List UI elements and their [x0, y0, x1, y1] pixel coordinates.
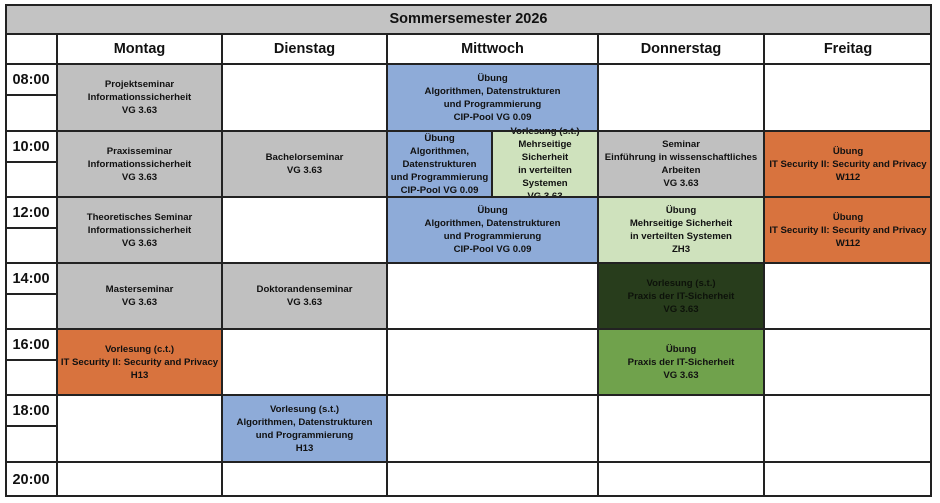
- event-subtitle: Informationssicherheit: [87, 158, 192, 170]
- event-room: VG 3.63: [663, 178, 699, 189]
- day-header-dienstag: Dienstag: [273, 41, 336, 57]
- event-subtitle: Algorithmen,: [409, 145, 470, 157]
- event-title: Übung: [665, 205, 697, 216]
- time-label-1200: 12:00: [12, 204, 50, 221]
- event-do-seminar-einfuehrung[interactable]: [598, 131, 764, 197]
- day-header-donnerstag: Donnerstag: [640, 41, 722, 57]
- event-subtitle: Mehrseitige Sicherheit: [518, 139, 572, 163]
- event-mi-uebung-algorithmen-12[interactable]: [387, 197, 598, 263]
- event-subtitle: IT Security II: Security and Privacy: [769, 158, 927, 170]
- event-subtitle: in verteilten Systemen: [630, 231, 732, 242]
- event-title: Doktorandenseminar: [256, 284, 353, 295]
- event-room: VG 3.63: [121, 237, 158, 249]
- event-fr-uebung-it-security-10[interactable]: [764, 131, 932, 197]
- event-title: Masterseminar: [105, 284, 174, 295]
- event-subtitle: Informationssicherheit: [87, 224, 192, 236]
- event-title: Vorlesung (s.t.): [510, 126, 580, 137]
- event-subtitle: Datenstrukturen: [402, 158, 477, 170]
- event-title: Projektseminar: [104, 79, 175, 90]
- time-label-2000: 20:00: [12, 471, 50, 488]
- event-title: Vorlesung (s.t.): [646, 277, 716, 289]
- event-title: Übung: [477, 205, 508, 216]
- event-title: Übung: [832, 145, 864, 157]
- event-room: VG 3.63: [121, 171, 158, 183]
- event-mo-praxisseminar[interactable]: [57, 131, 222, 197]
- event-do-uebung-praxis[interactable]: [598, 329, 764, 395]
- event-room: VG 3.63: [286, 165, 323, 176]
- event-title: Vorlesung (s.t.): [269, 403, 340, 415]
- event-room: W112: [835, 237, 861, 249]
- schedule-table: [5, 4, 932, 497]
- event-room: ZH3: [671, 244, 691, 255]
- event-subtitle: Praxis der IT-Sicherheit: [627, 290, 735, 302]
- event-subtitle: und Programmierung: [443, 231, 542, 242]
- event-mo-theoretisches-seminar[interactable]: [57, 197, 222, 263]
- event-subtitle: Praxis der IT-Sicherheit: [627, 356, 735, 368]
- event-room: H13: [130, 369, 149, 381]
- event-mi-vorlesung-mehrseitige[interactable]: [492, 126, 598, 197]
- event-fr-uebung-it-security-12[interactable]: [764, 197, 932, 263]
- day-header-montag: Montag: [113, 41, 166, 57]
- event-mo-projektseminar[interactable]: [57, 64, 222, 131]
- event-room: VG 3.63: [663, 303, 699, 315]
- event-subtitle: Algorithmen, Datenstrukturen: [236, 416, 373, 428]
- event-mi-uebung-algorithmen-10[interactable]: [387, 131, 492, 197]
- event-subtitle: und Programmierung: [390, 171, 489, 183]
- event-room: CIP-Pool VG 0.09: [453, 111, 532, 123]
- event-do-vorlesung-praxis[interactable]: [598, 263, 764, 329]
- event-room: VG 3.63: [663, 369, 699, 381]
- event-subtitle: und Programmierung: [443, 98, 542, 110]
- event-title: Seminar: [662, 139, 700, 150]
- event-do-uebung-mehrseitige[interactable]: [598, 197, 764, 263]
- event-title: Übung: [665, 343, 697, 355]
- event-subtitle: IT Security II: Security and Privacy: [60, 356, 219, 368]
- event-room: VG 3.63: [286, 297, 323, 308]
- event-title: Theoretisches Seminar: [86, 211, 193, 223]
- event-di-bachelorseminar[interactable]: [222, 131, 387, 197]
- time-label-1800: 18:00: [12, 402, 50, 419]
- event-subtitle: Algorithmen, Datenstrukturen: [424, 218, 561, 229]
- event-title: Übung: [477, 72, 508, 84]
- event-title: Bachelorseminar: [265, 152, 344, 163]
- event-room: VG 3.63: [121, 105, 158, 116]
- event-title: Praxisseminar: [106, 145, 173, 157]
- event-title: Vorlesung (c.t.): [104, 343, 175, 355]
- time-label-0800: 08:00: [12, 71, 50, 88]
- event-room: CIP-Pool VG 0.09: [400, 184, 479, 196]
- event-room: W112: [835, 171, 861, 183]
- event-title: Übung: [424, 132, 455, 144]
- event-title: Übung: [832, 211, 864, 223]
- event-subtitle: Mehrseitige Sicherheit: [629, 218, 733, 229]
- event-subtitle: IT Security II: Security and Privacy: [769, 224, 927, 236]
- time-label-1000: 10:00: [12, 138, 50, 155]
- event-subtitle: Einführung in wissenschaftliches: [604, 152, 758, 163]
- event-subtitle: Algorithmen, Datenstrukturen: [424, 85, 561, 97]
- event-subtitle: Arbeiten: [661, 165, 701, 176]
- day-header-freitag: Freitag: [823, 41, 873, 57]
- event-room: CIP-Pool VG 0.09: [453, 244, 532, 255]
- time-label-1400: 14:00: [12, 270, 50, 287]
- day-header-mittwoch: Mittwoch: [461, 41, 524, 57]
- event-subtitle: Informationssicherheit: [87, 92, 192, 103]
- semester-title: Sommersemester 2026: [5, 4, 932, 34]
- event-mo-masterseminar[interactable]: [57, 263, 222, 329]
- event-subtitle: in verteilten Systemen: [518, 165, 572, 189]
- event-mi-uebung-algorithmen-08[interactable]: [387, 64, 598, 131]
- event-di-doktorandenseminar[interactable]: [222, 263, 387, 329]
- event-mo-vorlesung-it-security[interactable]: [57, 329, 222, 395]
- time-label-1600: 16:00: [12, 336, 50, 353]
- event-room: VG 3.63: [121, 297, 158, 308]
- event-room: H13: [295, 442, 314, 454]
- event-di-vorlesung-algorithmen[interactable]: [222, 395, 387, 462]
- event-subtitle: und Programmierung: [255, 429, 354, 441]
